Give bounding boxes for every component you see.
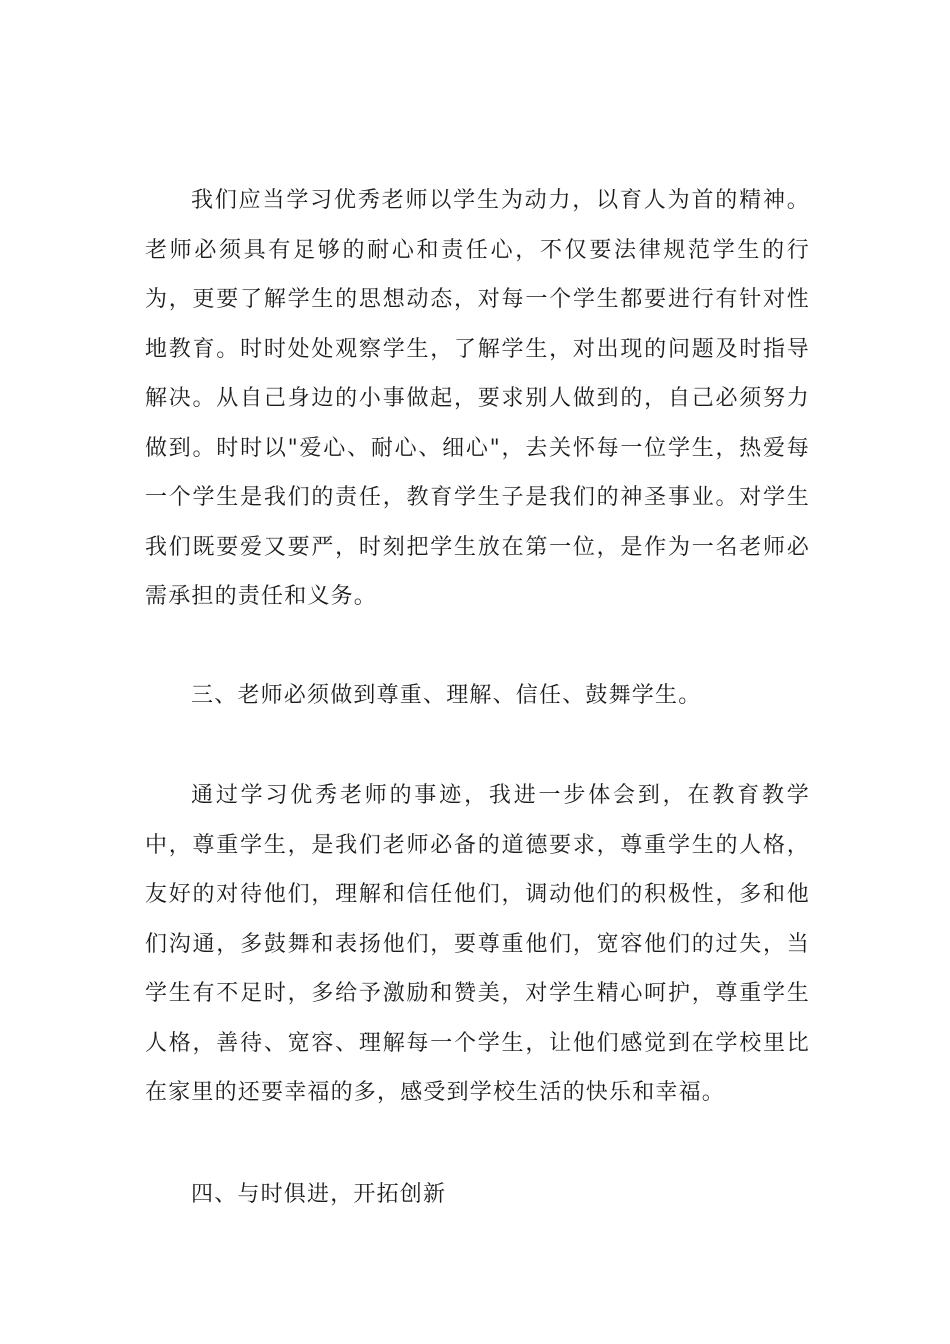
body-paragraph: 我们应当学习优秀老师以学生为动力，以育人为首的精神。老师必须具有足够的耐心和责任心，不仅要法律规范学生的行为，更要了解学生的思想动态，对每一个学生都要进行有针对性地教育。时时处处观察学生，了解学生，对出现的问题及时指导解决。从自己身边的小事做起，要求别人做到的，自己必须努力做到。时时以"爱心、耐心、细心"，去关怀每一位学生，热爱每一个学生是我们的责任，教育学生子是我们的神圣事业。对学生我们既要爱又要严，时刻把学生放在第一位，是作为一名老师必需承担的责任和义务。 <box>145 188 810 609</box>
section-heading: 三、老师必须做到尊重、理解、信任、鼓舞学生。 <box>191 683 702 708</box>
section-heading: 四、与时俱进，开拓创新 <box>191 1182 447 1207</box>
body-paragraph: 通过学习优秀老师的事迹，我进一步体会到，在教育教学中，尊重学生，是我们老师必备的道德要求，尊重学生的人格，友好的对待他们，理解和信任他们，调动他们的积极性，多和他们沟通，多鼓舞和表扬他们，要尊重他们，宽容他们的过失，当学生有不足时，多给予激励和赞美，对学生精心呵护，尊重学生人格，善待、宽容、理解每一个学生，让他们感觉到在学校里比在家里的还要幸福的多，感受到学校生活的快乐和幸福。 <box>145 783 810 1105</box>
